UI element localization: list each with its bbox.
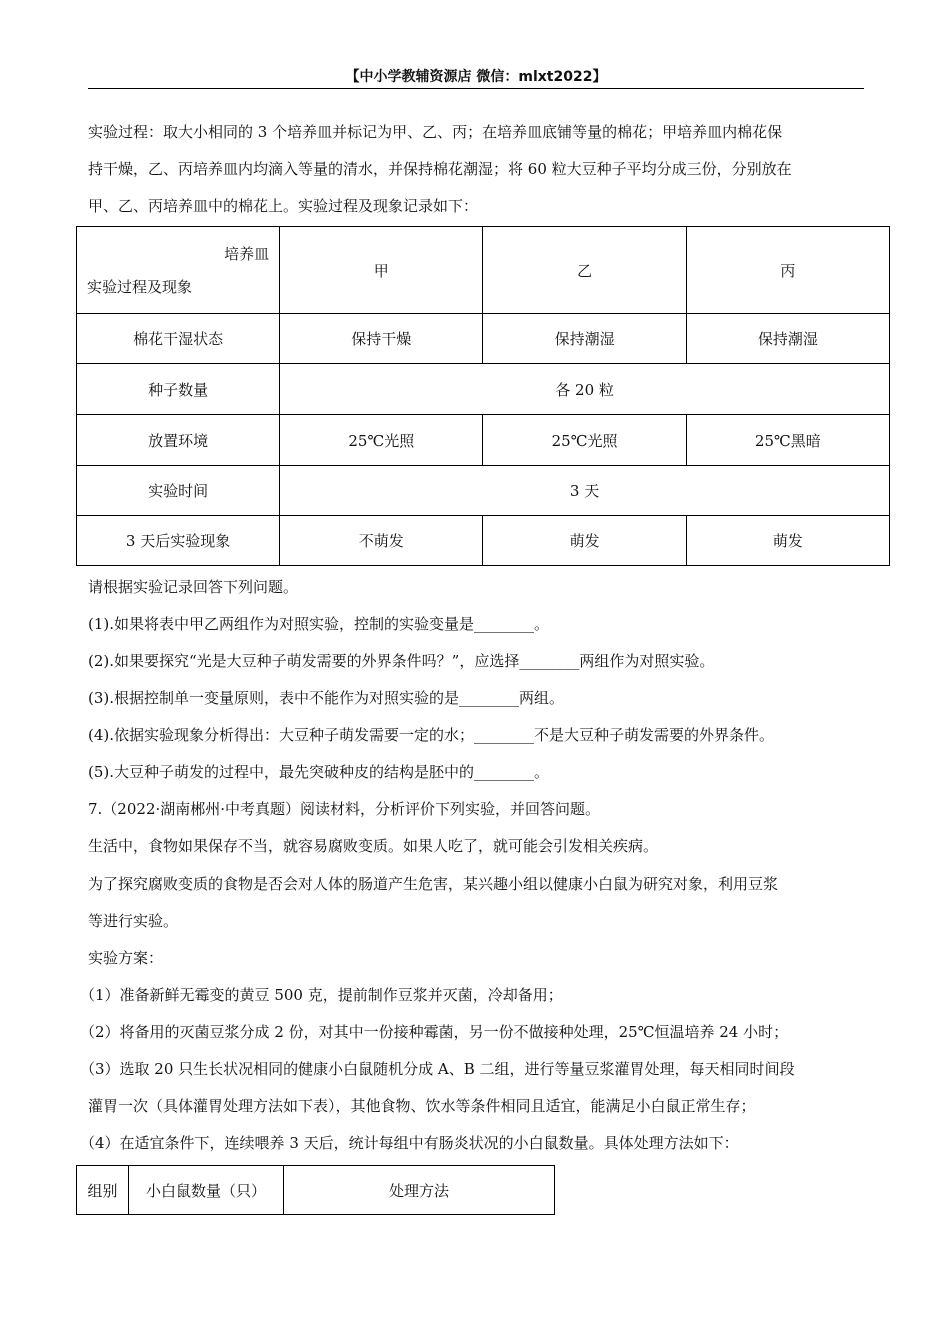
row-label: 棉花干湿状态 bbox=[77, 314, 280, 364]
corner-cell bbox=[77, 227, 280, 314]
table-cell: 25℃光照 bbox=[280, 415, 483, 466]
experiment-table bbox=[76, 226, 890, 566]
merged-cell: 3 天 bbox=[280, 466, 890, 516]
q7-plan-label: 实验方案： bbox=[88, 949, 164, 967]
column-header: 小白鼠数量（只） bbox=[129, 1166, 284, 1215]
corner-top-label: 培养皿 bbox=[224, 245, 270, 263]
table-cell: 不萌发 bbox=[280, 516, 483, 566]
q7-para1: 生活中，食物如果保存不当，就容易腐败变质。如果人吃了，就可能会引发相关疾病。 bbox=[88, 837, 659, 855]
table-row bbox=[77, 364, 890, 415]
page-header: 【中小学教辅资源店 微信：mlxt2022】 bbox=[345, 69, 607, 85]
q7-step-2: （2）将备用的灭菌豆浆分成 2 份，对其中一份接种霉菌，另一份不做接种处理，25℃恒温培养 24 小时； bbox=[80, 1023, 789, 1041]
question-4: (4).依据实验现象分析得出：大豆种子萌发需要一定的水；________不是大豆种子萌发需要的外界条件。 bbox=[88, 726, 775, 744]
q7-para2-line1: 为了探究腐败变质的食物是否会对人体的肠道产生危害，某兴趣小组以健康小白鼠为研究对象，利用豆浆 bbox=[88, 875, 779, 893]
column-header: 丙 bbox=[686, 227, 889, 314]
row-label: 放置环境 bbox=[77, 415, 280, 466]
table-cell: 25℃黑暗 bbox=[686, 415, 889, 466]
question-1: (1).如果将表中甲乙两组作为对照实验，控制的实验变量是________。 bbox=[88, 615, 550, 633]
treatment-table bbox=[76, 1165, 555, 1215]
intro-line-2: 持干燥，乙、丙培养皿内均滴入等量的清水，并保持棉花潮湿；将 60 粒大豆种子平均分成三份，分别放在 bbox=[88, 160, 792, 178]
row-label: 3 天后实验现象 bbox=[77, 516, 280, 566]
q7-step-3: （3）选取 20 只生长状况相同的健康小白鼠随机分成 A、B 二组，进行等量豆浆灌胃处理，每天相同时间段 bbox=[80, 1060, 795, 1078]
column-header: 组别 bbox=[77, 1166, 129, 1215]
question-5: (5).大豆种子萌发的过程中，最先突破种皮的结构是胚中的________。 bbox=[88, 763, 550, 781]
table-cell: 保持干燥 bbox=[280, 314, 483, 364]
table-row bbox=[77, 516, 890, 566]
table-header-row bbox=[77, 1166, 555, 1215]
intro-line-3: 甲、乙、丙培养皿中的棉花上。实验过程及现象记录如下： bbox=[88, 197, 479, 215]
table-cell: 保持潮湿 bbox=[483, 314, 686, 364]
question-3: (3).根据控制单一变量原则，表中不能作为对照实验的是________两组。 bbox=[88, 689, 565, 707]
intro-line-1: 实验过程：取大小相同的 3 个培养皿并标记为甲、乙、丙；在培养皿底铺等量的棉花；甲培养皿内棉花保 bbox=[88, 123, 783, 141]
table-header-row bbox=[77, 227, 890, 314]
table-row bbox=[77, 466, 890, 516]
table-cell: 萌发 bbox=[483, 516, 686, 566]
table-cell: 萌发 bbox=[686, 516, 889, 566]
table-cell: 25℃光照 bbox=[483, 415, 686, 466]
merged-cell: 各 20 粒 bbox=[280, 364, 890, 415]
column-header: 乙 bbox=[483, 227, 686, 314]
row-label: 种子数量 bbox=[77, 364, 280, 415]
q7-step-3-cont: 灌胃一次（具体灌胃处理方法如下表），其他食物、饮水等条件相同且适宜，能满足小白鼠正常生存； bbox=[88, 1097, 756, 1115]
row-label: 实验时间 bbox=[77, 466, 280, 516]
column-header: 甲 bbox=[280, 227, 483, 314]
table-cell: 保持潮湿 bbox=[686, 314, 889, 364]
header-rule bbox=[88, 88, 864, 89]
q7-step-1: （1）准备新鲜无霉变的黄豆 500 克，提前制作豆浆并灭菌，冷却备用； bbox=[80, 986, 563, 1004]
table-row bbox=[77, 415, 890, 466]
corner-bottom-label: 实验过程及现象 bbox=[87, 278, 193, 296]
q7-step-4: （4）在适宜条件下，连续喂养 3 天后，统计每组中有肠炎状况的小白鼠数量。具体处理方法如下： bbox=[80, 1134, 739, 1152]
q7-para2-line2: 等进行实验。 bbox=[88, 912, 179, 930]
column-header: 处理方法 bbox=[284, 1166, 555, 1215]
q7-title: 7.（2022·湖南郴州·中考真题）阅读材料，分析评价下列实验，并回答问题。 bbox=[88, 800, 601, 818]
question-prompt: 请根据实验记录回答下列问题。 bbox=[88, 578, 299, 596]
question-2: (2).如果要探究“光是大豆种子萌发需要的外界条件吗？”，应选择________两组作为对照实验。 bbox=[88, 652, 715, 670]
table-row bbox=[77, 314, 890, 364]
